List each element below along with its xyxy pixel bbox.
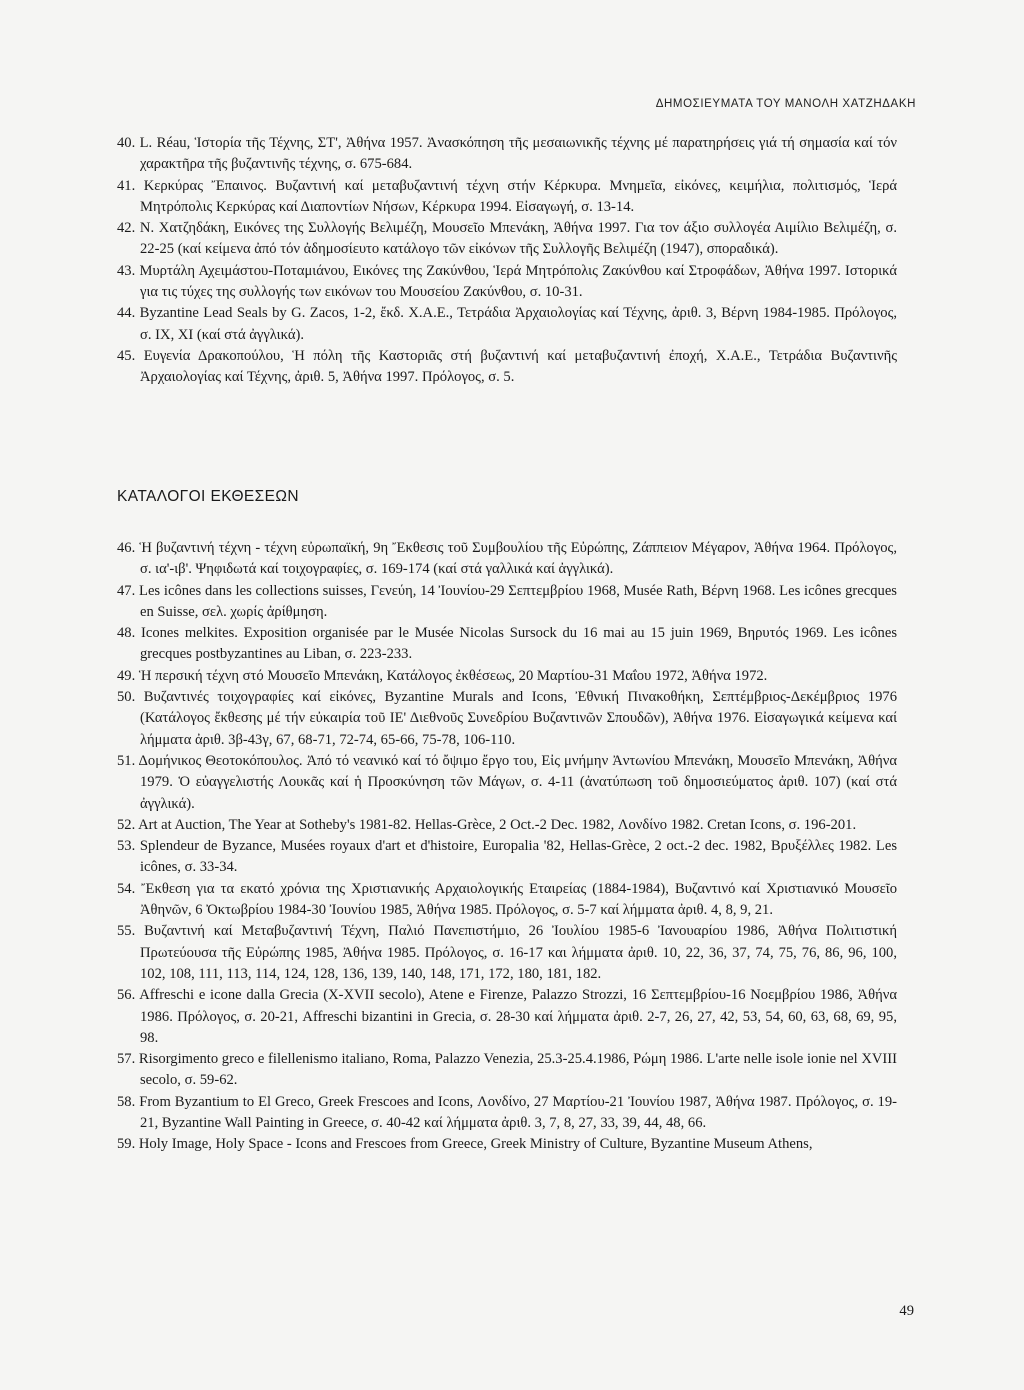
running-head: ΔΗΜΟΣΙΕΥΜΑΤΑ ΤΟΥ ΜΑΝΟΛΗ ΧΑΤΖΗΔΑΚΗ [655, 98, 916, 110]
catalog-entry: 48. Icones melkites. Exposition organisée par le Musée Nicolas Sursock du 16 mai au 15 juin 1969, Βηρυτός 1969. Les icônes grecques postbyzantines au Liban, σ. 223-233. [117, 625, 897, 663]
catalog-entry: 49. Ἡ περσική τέχνη στό Μουσεῖο Μπενάκη, Κατάλογος ἐκθέσεως, 20 Μαρτίου-31 Μαΐου 1972, Ἀθήνα 1972. [117, 667, 768, 684]
catalog-entry: 55. Βυζαντινή καί Μεταβυζαντινή Τέχνη, Παλιό Πανεπιστήμιο, 26 Ἰουλίου 1985-6 Ἰανουαρίου 1986, Ἀθήνα Πολιτιστική Πρωτεύουσα τῆς Εὐρώπης 1985, Ἀθήνα 1985. Πρόλογος, σ. 16-17 και λήμματα ἀριθ. 10, 22, 36, 37, 74, 75, 76, 86, 96, 100, 102, 108, 111, 113, 114, 124, 128, 136, 139, 140, 148, 171, 172, 180, 181, 182. [117, 923, 897, 982]
catalog-entry: 58. From Byzantium to El Greco, Greek Frescoes and Icons, Λονδίνο, 27 Μαρτίου-21 Ἰουνίου 1987, Ἀθήνα 1987. Πρόλογος, σ. 19-21, Byzantine Wall Painting in Greece, σ. 40-42 καί λήμματα ἀριθ. 3, 7, 8, 27, 33, 39, 44, 48, 66. [117, 1093, 897, 1132]
reference-entry: 43. Μυρτάλη Αχειμάστου-Ποταμιάνου, Εικόνες της Ζακύνθου, Ἱερά Μητρόπολις Ζακύνθου καί Στροφάδων, Ἀθήνα 1997. Ιστορικά για τις τύχες της συλλογής των εικόνων του Μουσείου Ζακύνθου, σ. 10-31. [117, 262, 897, 301]
reference-entry: 40. L. Réau, Ἱστορία τῆς Τέχνης, ΣΤ', Ἀθήνα 1957. Ἀνασκόπηση τῆς μεσαιωνικῆς τέχνης μέ παρατηρήσεις γιά τή σημασία καί τόν χαρακτῆρα τῆς βυζαντινῆς τέχνης, σ. 675-684. [117, 135, 897, 173]
catalog-entry: 53. Splendeur de Byzance, Musées royaux d'art et d'histoire, Europalia '82, Hellas-Grèce, 2 oct.-2 dec. 1982, Βρυξέλλες 1982. Les icônes, σ. 33-34. [117, 838, 897, 876]
catalog-entry: 50. Βυζαντινές τοιχογραφίες καί εἰκόνες, Byzantine Murals and Icons, Ἐθνική Πινακοθήκη, Σεπτέμβριος-Δεκέμβριος 1976 (Κατάλογος ἔκθεσης μέ τήν εὐκαιρία τοῦ ΙΕ' Διεθνοῦς Συνεδρίου Βυζαντινῶν Σπουδῶν), Ἀθήνα 1976. Εἰσαγωγικά κείμενα καί λήμματα ἀριθ. 3β-43γ, 67, 68-71, 72-74, 65-66, 75-78, 106-110. [117, 689, 897, 748]
reference-entry: 44. Byzantine Lead Seals by G. Zacos, 1-2, ἔκδ. Χ.Α.Ε., Τετράδια Ἀρχαιολογίας καί Τέχνης, ἀριθ. 3, Βέρνη 1984-1985. Πρόλογος, σ. IX, XI (καί στά ἀγγλικά). [117, 305, 897, 343]
catalog-entry: 57. Risorgimento greco e filellenismo italiano, Roma, Palazzo Venezia, 25.3-25.4.1986, Ρώμη 1986. L'arte nelle isole ionie nel XVIII secolo, σ. 59-62. [117, 1051, 897, 1089]
reference-entry: 45. Ευγενία Δρακοπούλου, Ἡ πόλη τῆς Καστοριᾶς στή βυζαντινή καί μεταβυζαντινή ἐποχή, Χ.Α.Ε., Τετράδια Βυζαντινῆς Ἀρχαιολογίας καί Τέχνης, ἀριθ. 5, Ἀθήνα 1997. Πρόλογος, σ. 5. [117, 347, 897, 386]
catalog-entry: 46. Ἡ βυζαντινή τέχνη - τέχνη εὐρωπαϊκή, 9η Ἔκθεσις τοῦ Συμβουλίου τῆς Εὐρώπης, Ζάππειον Μέγαρον, Ἀθήνα 1964. Πρόλογος, σ. ια'-ιβ'. Ψηφιδωτά καί τοιχογραφίες, σ. 169-174 (καί στά γαλλικά καί ἀγγλικά). [117, 540, 897, 578]
catalog-list [117, 538, 897, 1156]
catalog-entry: 47. Les icônes dans les collections suisses, Γενεύη, 14 Ἰουνίου-29 Σεπτεμβρίου 1968, Musée Rath, Βέρνη 1968. Les icônes grecques en Suisse, σελ. χωρίς ἀρίθμηση. [117, 582, 897, 620]
references-list [117, 133, 897, 389]
reference-entry: 42. Ν. Χατζηδάκη, Εικόνες της Συλλογής Βελιμέζη, Μουσεῖο Μπενάκη, Ἀθήνα 1997. Για τον άξιο συλλογέα Αιμίλιο Βελιμέζη, σ. 22-25 (καί κείμενα ἀπό τόν ἀδημοσίευτο κατάλογο τῶν εἰκόνων τῆς Συλλογῆς Βελιμέζη (1947), σποραδικά). [117, 220, 897, 258]
section-heading: ΚΑΤΑΛΟΓΟΙ ΕΚΘΕΣΕΩΝ [117, 488, 299, 505]
reference-entry: 41. Κερκύρας Ἔπαινος. Βυζαντινή καί μεταβυζαντινή τέχνη στήν Κέρκυρα. Μνημεῖα, εἰκόνες, κειμήλια, πολιτισμός, Ἱερά Μητρόπολις Κερκύρας καί Διαποντίων Νήσων, Κέρκυρα 1994. Εἰσαγωγή, σ. 13-14. [117, 177, 897, 215]
page-number: 49 [899, 1303, 914, 1319]
catalog-entry: 54. Ἔκθεση για τα εκατό χρόνια της Χριστιανικής Αρχαιολογικής Εταιρείας (1884-1984), Βυζαντινό καί Χριστιανικό Μουσεῖο Ἀθηνῶν, 6 Ὀκτωβρίου 1984-30 Ἰουνίου 1985, Ἀθήνα 1985. Πρόλογος, σ. 5-7 καί λήμματα ἀριθ. 4, 8, 9, 21. [117, 880, 897, 919]
catalog-entry: 51. Δομήνικος Θεοτοκόπουλος. Ἀπό τό νεανικό καί τό ὄψιμο ἔργο του, Εἰς μνήμην Ἀντωνίου Μπενάκη, Μουσεῖο Μπενάκη, Ἀθήνα 1979. Ὁ εὐαγγελιστής Λουκᾶς καί ἡ Προσκύνηση τῶν Μάγων, σ. 4-11 (ἀνατύπωση τοῦ δημοσιεύματος ἀριθ. 107) (καί στά ἀγγλικά). [117, 752, 897, 812]
catalog-entry: 56. Affreschi e icone dalla Grecia (X-XVII secolo), Atene e Firenze, Palazzo Strozzi, 16 Σεπτεμβρίου-16 Νοεμβρίου 1986, Ἀθήνα 1986. Πρόλογος, σ. 20-21, Affreschi bizantini in Grecia, σ. 28-30 καί λήμματα ἀριθ. 2-7, 26, 27, 42, 53, 54, 60, 63, 68, 69, 95, 98. [117, 987, 897, 1046]
catalog-entry: 59. Holy Image, Holy Space - Icons and Frescoes from Greece, Greek Ministry of Culture, Byzantine Museum Athens, [117, 1136, 813, 1153]
catalog-entry: 52. Art at Auction, The Year at Sotheby's 1981-82. Hellas-Grèce, 2 Oct.-2 Dec. 1982, Λονδίνο 1982. Cretan Icons, σ. 196-201. [117, 816, 857, 833]
